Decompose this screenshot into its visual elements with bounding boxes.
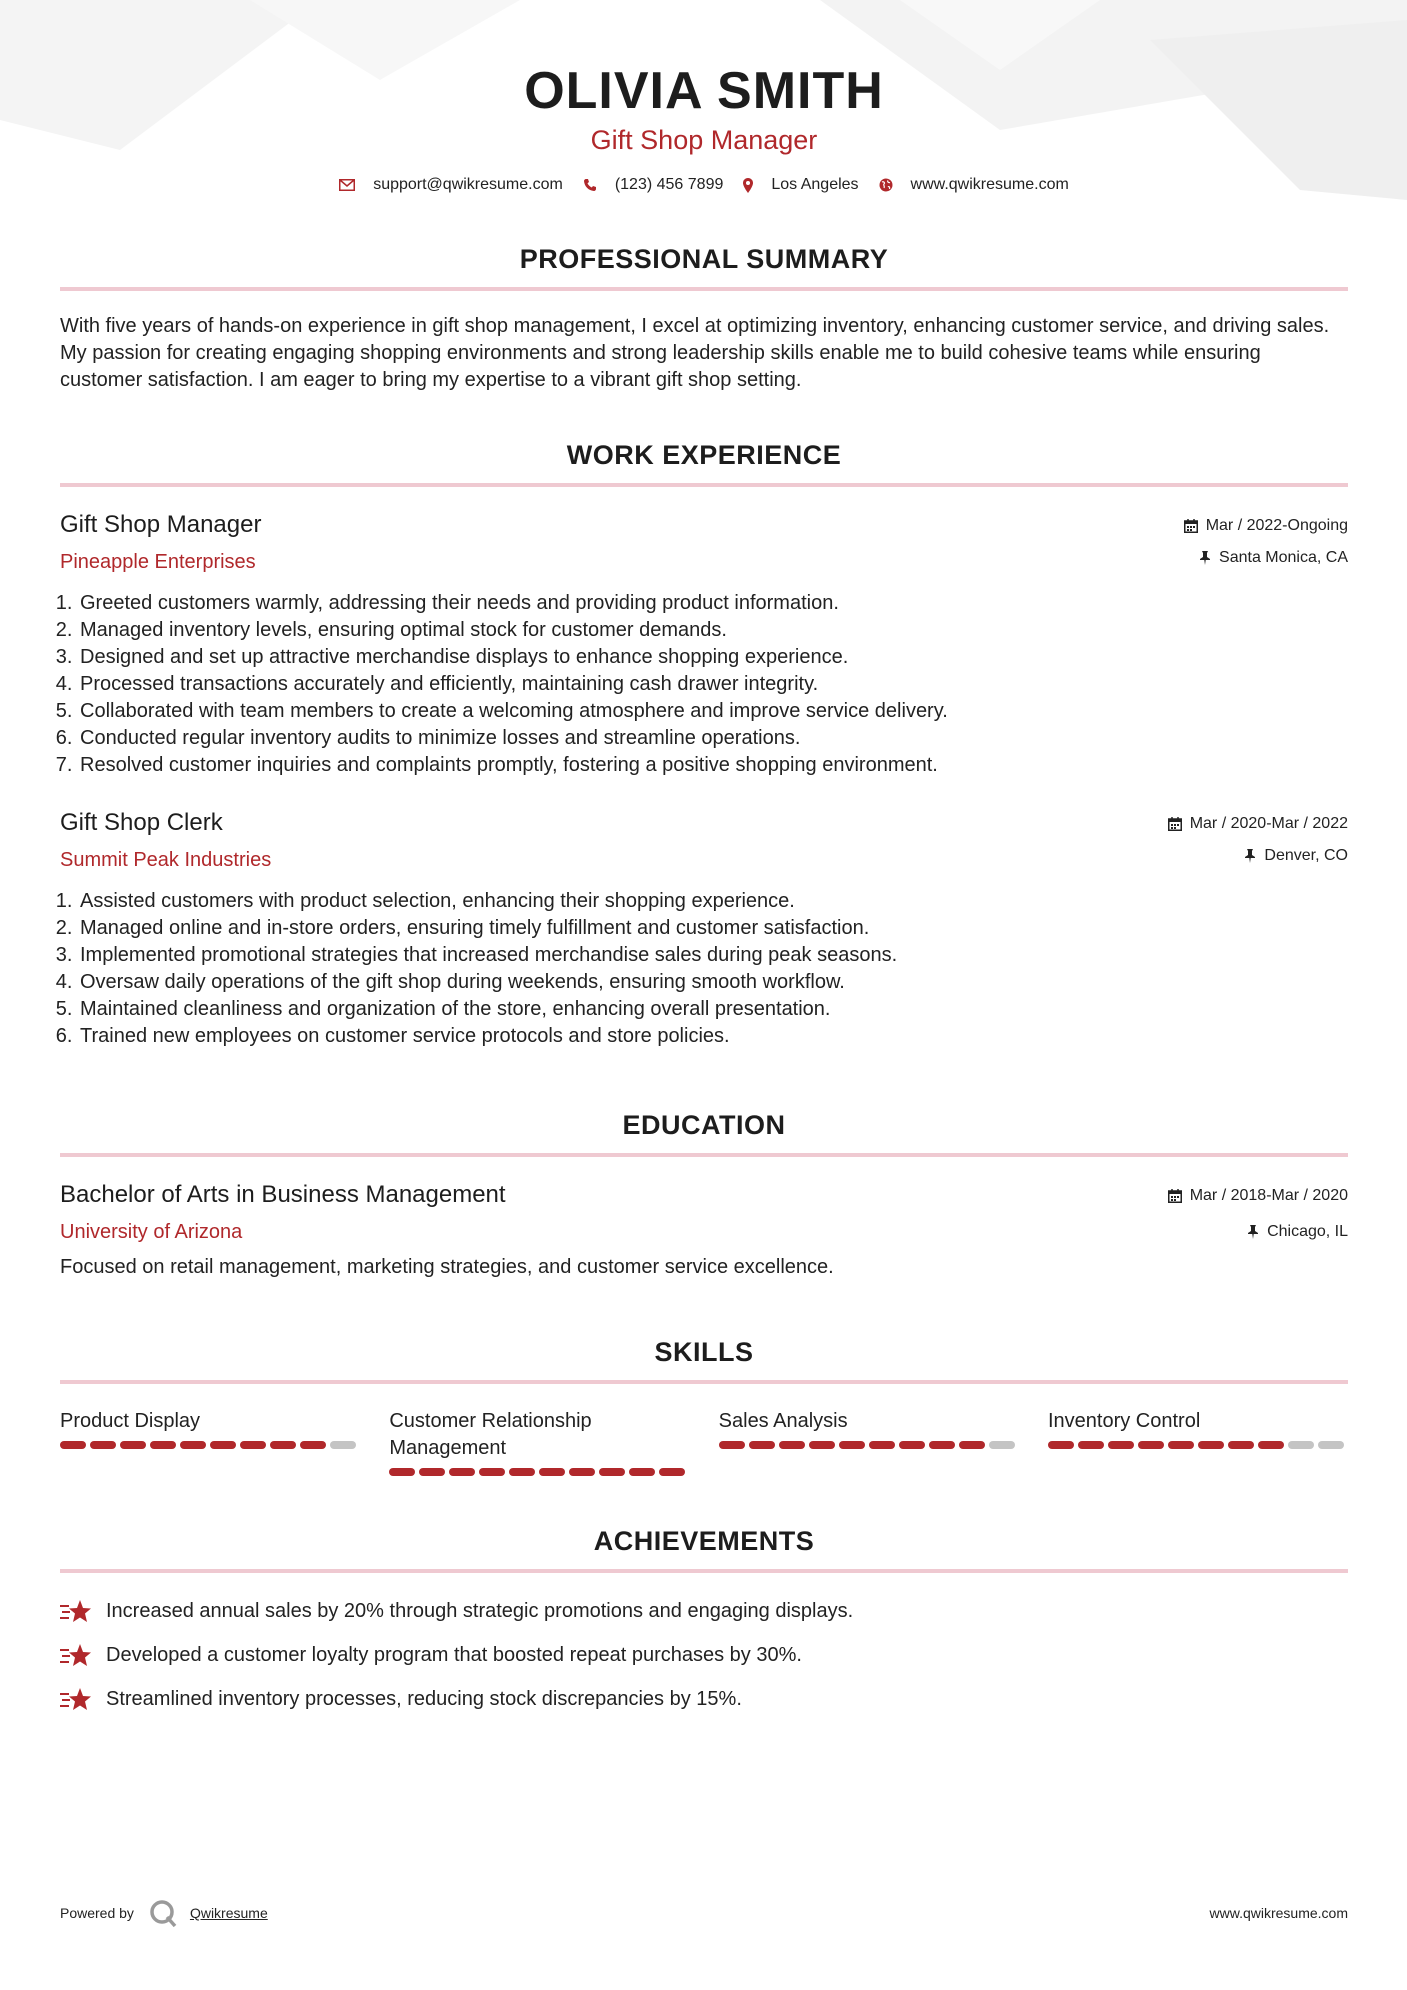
calendar-icon [1168,1189,1182,1203]
rating-segment-filled [929,1441,955,1449]
rating-segment-filled [749,1441,775,1449]
skill-name: Sales Analysis [718,1410,848,1432]
resume-page [60,0,1348,1721]
job-company: Summit Peak Industries [60,849,272,871]
achievement-text: Increased annual sales by 20% through strategic promotions and engaging displays. [106,1599,854,1622]
rating-segment-filled [539,1468,565,1476]
degree-title: Bachelor of Arts in Business Management [60,1181,506,1208]
globe-icon [879,178,893,192]
job-title: Gift Shop Manager [60,511,262,538]
skill-name: Product Display [60,1410,201,1432]
contact-email[interactable] [339,176,563,194]
candidate-name: OLIVIA SMITH [524,62,884,120]
skill-rating [60,1441,360,1449]
rating-segment-filled [60,1441,86,1449]
rating-segment-filled [389,1468,415,1476]
rating-segment-filled [150,1441,176,1449]
contact-phone[interactable] [583,176,724,194]
job-company: Pineapple Enterprises [60,551,256,573]
contact-website-text: www.qwikresume.com [910,176,1069,193]
rating-segment-filled [240,1441,266,1449]
skill-item [1048,1408,1348,1476]
education-description: Focused on retail management, marketing strategies, and customer service excellence. [60,1256,834,1278]
contact-bar [60,176,1348,194]
achievements-heading: ACHIEVEMENTS [60,1526,1348,1573]
contact-location [743,176,858,194]
calendar-icon [1184,519,1198,533]
education-section [60,1110,1348,1281]
skill-rating [1048,1441,1348,1449]
achievement-item [60,1589,1348,1633]
job-dates: Mar / 2022-Ongoing [1205,517,1348,534]
pin-icon [1199,551,1211,565]
qwikresume-logo-icon [148,1898,178,1928]
duty-item: 3. Designed and set up attractive merchandise displays to enhance shopping experience. [78,644,1348,671]
rating-segment-filled [1168,1441,1194,1449]
resume-header [60,0,1348,194]
rating-segment-filled [1108,1441,1134,1449]
calendar-icon [1168,817,1182,831]
skill-rating [719,1441,1019,1449]
rating-segment-filled [959,1441,985,1449]
rating-segment-filled [1078,1441,1104,1449]
rating-segment-filled [1258,1441,1284,1449]
contact-location-text: Los Angeles [771,176,859,193]
rating-segment-filled [809,1441,835,1449]
location-icon [743,178,753,193]
contact-phone-text: (123) 456 7899 [614,176,724,193]
pin-icon [1247,1225,1259,1239]
footer-url[interactable]: www.qwikresume.com [1209,1905,1348,1921]
duty-item: 3. Implemented promotional strategies that increased merchandise sales during peak seasons. [78,942,1348,969]
rating-segment-filled [90,1441,116,1449]
achievement-item [60,1633,1348,1677]
rating-segment-filled [599,1468,625,1476]
education-location: Chicago, IL [1267,1223,1348,1240]
skill-item [719,1408,1019,1476]
skill-item [389,1408,689,1476]
duty-item: 4. Oversaw daily operations of the gift shop during weekends, ensuring smooth workflow. [78,969,1348,996]
rating-segment-empty [330,1441,356,1449]
duty-item: 2. Managed online and in-store orders, ensuring timely fulfillment and customer satisfaction. [78,915,1348,942]
page-footer [60,1898,1348,1928]
contact-website[interactable] [879,176,1069,194]
job-entry [60,511,1348,779]
skills-section [60,1337,1348,1476]
star-icon [60,1686,92,1712]
phone-icon [583,178,597,192]
brand-link[interactable]: Qwikresume [189,1905,268,1921]
rating-segment-filled [479,1468,505,1476]
job-entry [60,809,1348,1050]
rating-segment-filled [719,1441,745,1449]
rating-segment-filled [210,1441,236,1449]
achievements-section [60,1526,1348,1721]
star-icon [60,1598,92,1624]
rating-segment-filled [1048,1441,1074,1449]
education-heading: EDUCATION [60,1110,1348,1157]
rating-segment-filled [659,1468,685,1476]
education-dates: Mar / 2018-Mar / 2020 [1189,1187,1348,1204]
rating-segment-filled [300,1441,326,1449]
duty-item: 4. Processed transactions accurately and efficiently, maintaining cash drawer integrity. [78,671,1348,698]
achievement-item [60,1677,1348,1721]
duty-item: 7. Resolved customer inquiries and complaints promptly, fostering a positive shopping environment. [78,752,1348,779]
skill-rating [389,1468,689,1476]
rating-segment-empty [1288,1441,1314,1449]
mail-icon [339,179,355,191]
rating-segment-filled [1228,1441,1254,1449]
rating-segment-filled [419,1468,445,1476]
achievement-text: Developed a customer loyalty program that boosted repeat purchases by 30%. [106,1643,802,1666]
duty-item: 5. Maintained cleanliness and organization of the store, enhancing overall presentation. [78,996,1348,1023]
job-title: Gift Shop Clerk [60,809,223,836]
achievements-list [60,1589,1348,1721]
summary-section [60,244,1348,394]
duty-item: 2. Managed inventory levels, ensuring optimal stock for customer demands. [78,617,1348,644]
rating-segment-filled [120,1441,146,1449]
contact-email-text: support@qwikresume.com [373,176,563,193]
skills-heading: SKILLS [60,1337,1348,1384]
duty-item: 1. Greeted customers warmly, addressing their needs and providing product information. [78,590,1348,617]
achievement-text: Streamlined inventory processes, reducing stock discrepancies by 15%. [106,1687,742,1710]
duty-item: 5. Collaborated with team members to create a welcoming atmosphere and improve service delivery. [78,698,1348,725]
rating-segment-filled [839,1441,865,1449]
rating-segment-filled [180,1441,206,1449]
skill-name: Customer Relationship Management [389,1410,592,1459]
experience-section [60,440,1348,1050]
job-location: Santa Monica, CA [1219,549,1348,566]
job-duties [60,590,1348,779]
rating-segment-filled [869,1441,895,1449]
rating-segment-filled [1138,1441,1164,1449]
summary-heading: PROFESSIONAL SUMMARY [60,244,1348,291]
education-entry [60,1181,1348,1281]
rating-segment-filled [449,1468,475,1476]
job-location: Denver, CO [1264,847,1348,864]
star-icon [60,1642,92,1668]
pin-icon [1244,849,1256,863]
skills-grid [60,1408,1348,1476]
skill-name: Inventory Control [1047,1410,1201,1432]
summary-text: With five years of hands-on experience in gift shop management, I excel at optimizing inventory, enhancing customer service, and driving sales. My passion for creating engaging shopping environments and strong leadership skills enable me to build cohesive teams while ensuring customer satisfaction. I am eager to bring my expertise to a vibrant gift shop setting. [60,315,1330,391]
experience-heading: WORK EXPERIENCE [60,440,1348,487]
duty-item: 6. Trained new employees on customer service protocols and store policies. [78,1023,1348,1050]
rating-segment-filled [899,1441,925,1449]
rating-segment-filled [1198,1441,1224,1449]
rating-segment-filled [270,1441,296,1449]
rating-segment-filled [629,1468,655,1476]
rating-segment-empty [989,1441,1015,1449]
skill-item [60,1408,360,1476]
rating-segment-filled [779,1441,805,1449]
job-dates: Mar / 2020-Mar / 2022 [1189,815,1348,832]
duty-item: 6. Conducted regular inventory audits to minimize losses and streamline operations. [78,725,1348,752]
job-duties [60,888,1348,1050]
school-name: University of Arizona [60,1221,243,1243]
rating-segment-filled [569,1468,595,1476]
candidate-title: Gift Shop Manager [590,125,818,155]
powered-by-label: Powered by [60,1905,134,1921]
duty-item: 1. Assisted customers with product selection, enhancing their shopping experience. [78,888,1348,915]
rating-segment-filled [509,1468,535,1476]
rating-segment-empty [1318,1441,1344,1449]
